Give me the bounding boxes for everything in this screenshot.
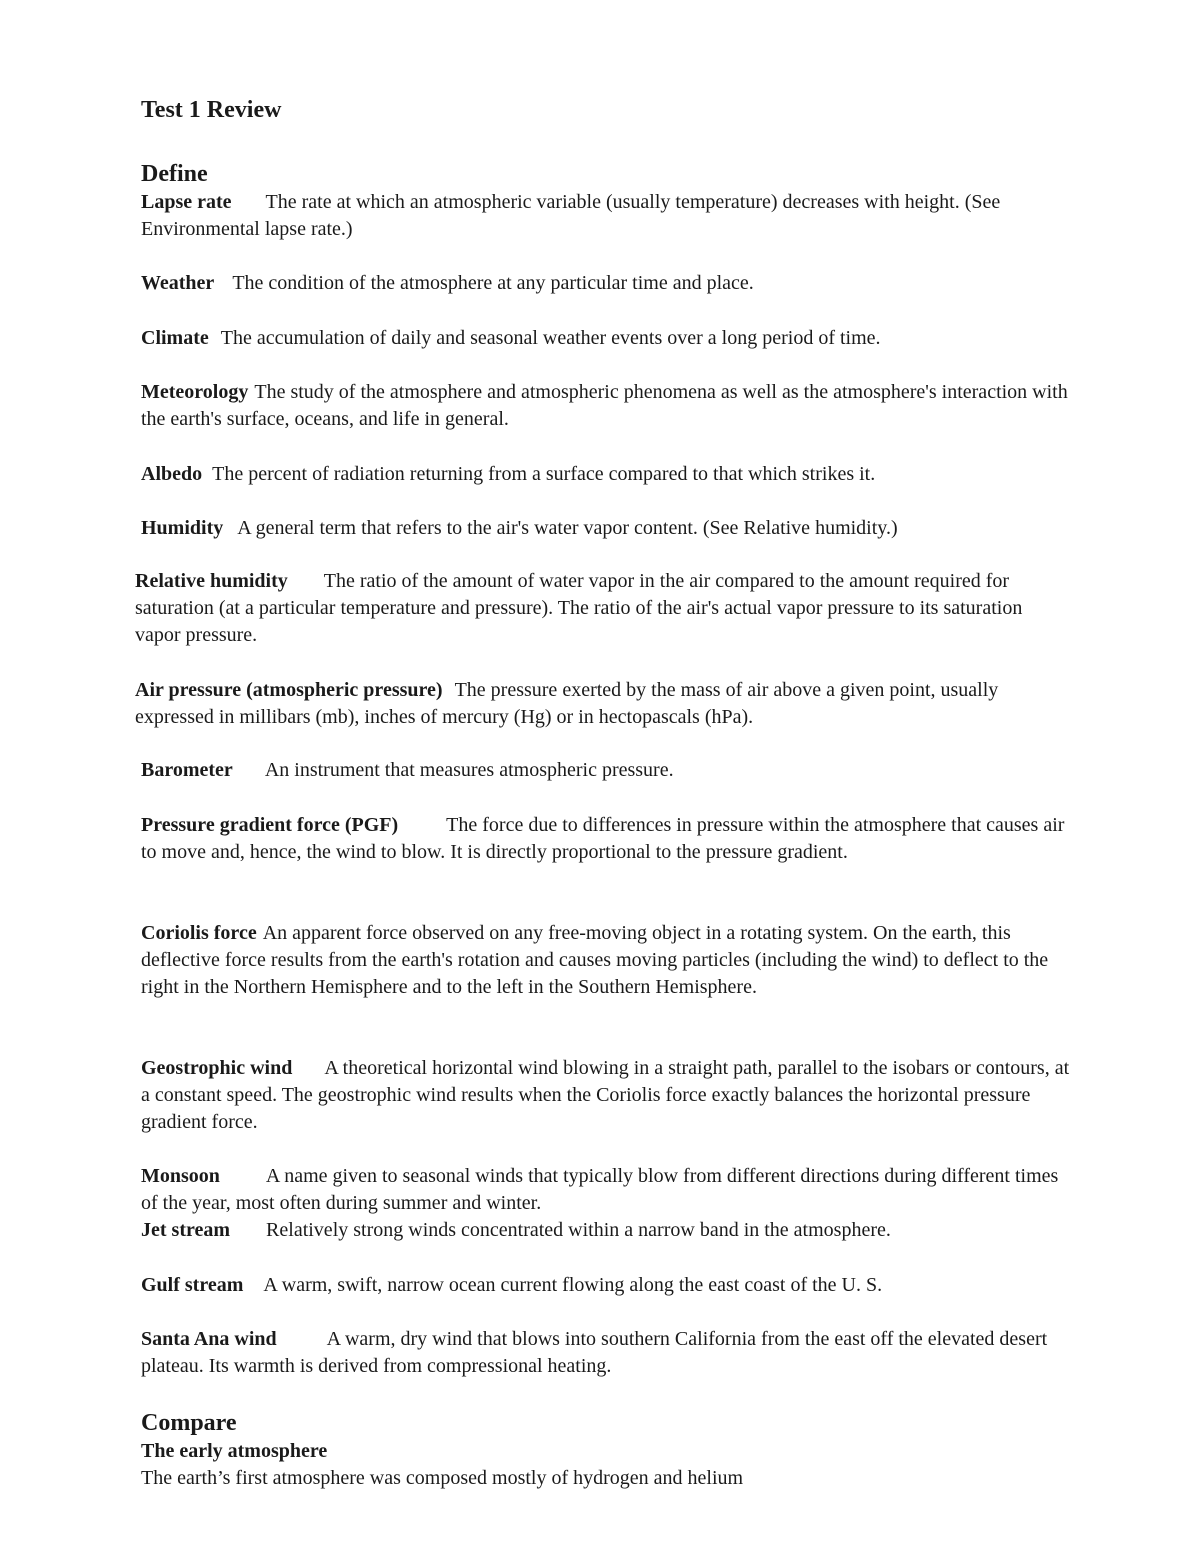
term-label: Barometer: [141, 759, 233, 781]
term-label: Albedo: [141, 463, 203, 485]
term-definition: The condition of the atmosphere at any particular time and place.: [232, 272, 754, 294]
term-definition: An apparent force observed on any free-moving object in a rotating system. On the earth, this deflective force results from the earth's rotation and causes moving particles (including the wind) to deflect to the right in the Northern Hemisphere and to the left in the Southern Hemisphere.: [141, 922, 1049, 998]
document-title: Test 1 Review: [141, 97, 282, 123]
definition-entry: [141, 1217, 1071, 1244]
definition-entry: [141, 812, 1071, 866]
term-definition: A name given to seasonal winds that typically blow from different directions during different times of the year, most often during summer and winter.: [141, 1165, 1059, 1214]
term-label: Coriolis force: [141, 922, 257, 944]
definition-entry: [141, 379, 1071, 433]
term-definition: The study of the atmosphere and atmospheric phenomena as well as the atmosphere's interaction with the earth's surface, oceans, and life in general.: [141, 381, 1068, 430]
term-definition: The force due to differences in pressure within the atmosphere that causes air to move and, hence, the wind to blow. It is directly proportional to the pressure gradient.: [141, 814, 1065, 863]
term-definition: The accumulation of daily and seasonal weather events over a long period of time.: [220, 327, 881, 349]
term-label: Air pressure (atmospheric pressure): [135, 679, 443, 701]
term-label: Gulf stream: [141, 1274, 244, 1296]
definition-entry: [141, 1055, 1071, 1136]
definition-entry: [135, 568, 1065, 649]
definition-entry: [141, 189, 1071, 243]
term-label: Jet stream: [141, 1219, 231, 1241]
definition-entry: [141, 461, 1071, 488]
define-heading: Define: [141, 161, 208, 187]
definition-entry: [141, 920, 1071, 1001]
term-label: Relative humidity: [135, 570, 288, 592]
term-definition: A warm, dry wind that blows into southern California from the east off the elevated desert plateau. Its warmth is derived from compressional heating.: [141, 1328, 1048, 1377]
definition-entry: [135, 677, 1065, 731]
compare-heading: Compare: [141, 1410, 237, 1436]
term-definition: An instrument that measures atmospheric pressure.: [264, 759, 674, 781]
definition-entry: [141, 515, 1071, 542]
compare-text: The earth’s first atmosphere was composed mostly of hydrogen and helium: [141, 1467, 744, 1489]
term-label: Santa Ana wind: [141, 1328, 277, 1350]
definition-entry: [141, 1326, 1071, 1380]
term-definition: The pressure exerted by the mass of air above a given point, usually expressed in millibars (mb), inches of mercury (Hg) or in hectopascals (hPa).: [135, 679, 999, 728]
definition-entry: [141, 1163, 1071, 1217]
term-definition: A general term that refers to the air's water vapor content. (See Relative humidity.): [237, 517, 898, 539]
term-label: Meteorology: [141, 381, 249, 403]
term-definition: A theoretical horizontal wind blowing in a straight path, parallel to the isobars or contours, at a constant speed. The geostrophic wind results when the Coriolis force exactly balances the horizontal pressure gradient force.: [141, 1057, 1070, 1133]
term-label: Weather: [141, 272, 215, 294]
term-definition: The ratio of the amount of water vapor in the air compared to the amount required for saturation (at a particular temperature and pressure). The ratio of the air's actual vapor pressure to its saturation vapor pressure.: [135, 570, 1023, 646]
term-label: Climate: [141, 327, 209, 349]
definition-entry: [141, 757, 1071, 784]
definition-entry: [141, 270, 1071, 297]
term-label: Geostrophic wind: [141, 1057, 293, 1079]
term-definition: Relatively strong winds concentrated within a narrow band in the atmosphere.: [266, 1219, 891, 1241]
definition-entry: [141, 1272, 1071, 1299]
compare-subheading: The early atmosphere: [141, 1440, 328, 1462]
term-label: Monsoon: [141, 1165, 220, 1187]
term-label: Pressure gradient force (PGF): [141, 814, 399, 836]
term-label: Lapse rate: [141, 191, 232, 213]
term-definition: A warm, swift, narrow ocean current flowing along the east coast of the U. S.: [263, 1274, 883, 1296]
definition-entry: [141, 325, 1071, 352]
term-definition: The rate at which an atmospheric variable (usually temperature) decreases with height. (See Environmental lapse rate.): [141, 191, 1001, 240]
term-definition: The percent of radiation returning from a surface compared to that which strikes it.: [212, 463, 876, 485]
term-label: Humidity: [141, 517, 224, 539]
